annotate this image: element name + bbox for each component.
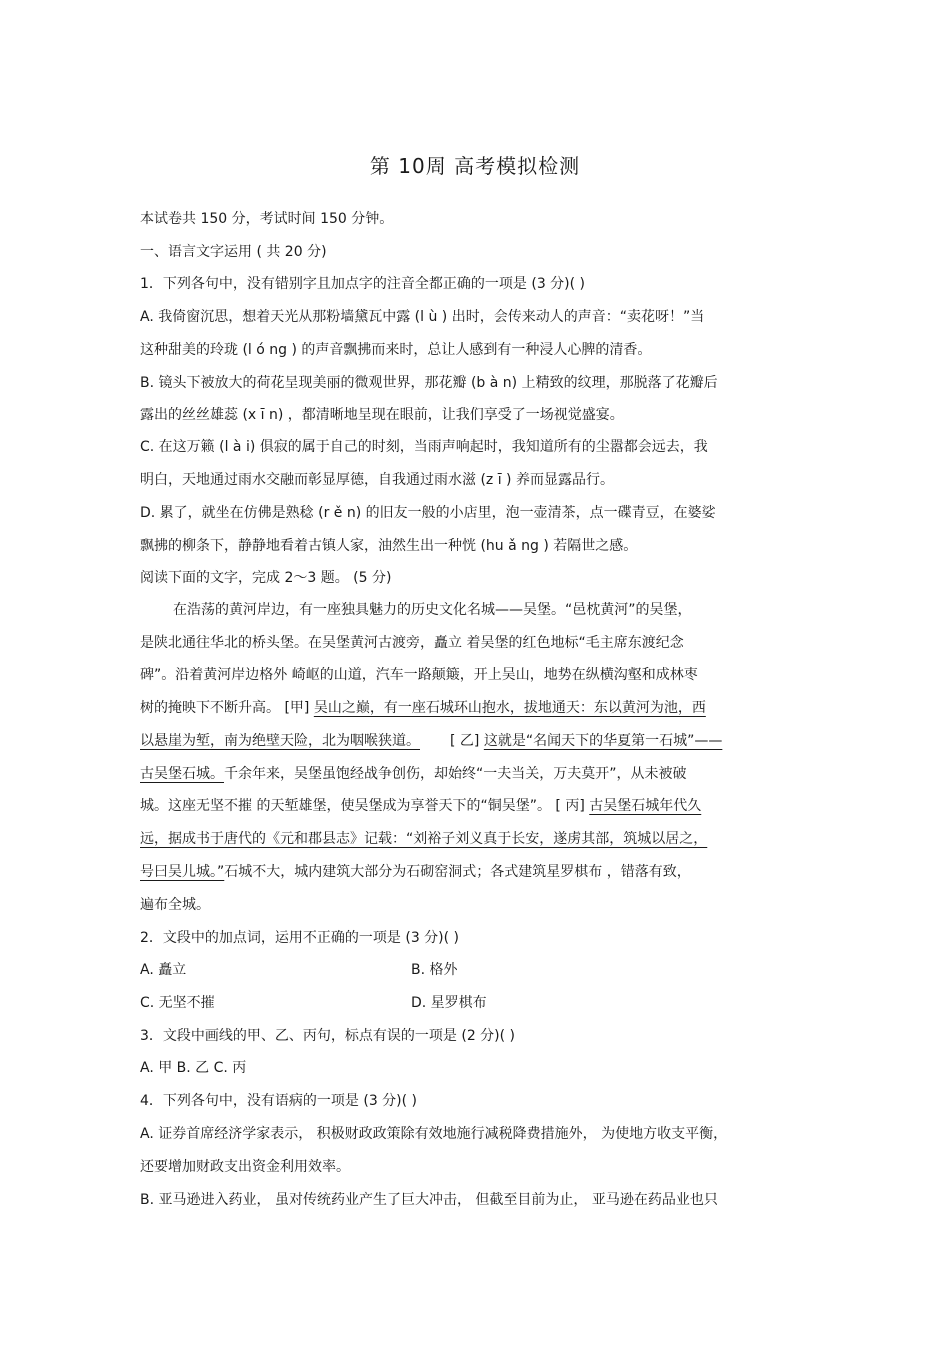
underlined-sentence-jia: 吴山之巅，有一座石城环山抱水，拔地通天：东以黄河为池，西 — [313, 700, 706, 716]
q1-option-a-line2: 这种甜美的玲珑 (l ó ng ) 的声音飘拂而来时，总让人感到有一种浸人心脾的清香。 — [140, 342, 652, 358]
q2-option-d: D. 星罗棋布 — [411, 995, 487, 1011]
q1-option-b-line2: 露出的丝丝雄蕊 (x ī n) ，都清晰地呈现在眼前，让我们享受了一场视觉盛宴。 — [140, 407, 624, 423]
passage-line: 遍布全城。 — [140, 897, 210, 913]
passage-line — [140, 796, 820, 816]
q2-options-row-2 — [140, 993, 820, 1013]
marker-yi: [ 乙] — [450, 733, 484, 749]
passage-line — [140, 862, 820, 882]
passage-line — [140, 731, 820, 751]
passage-line: 是陕北通往华北的桥头堡。在吴堡黄河古渡旁，矗立 着吴堡的红色地标“毛主席东渡纪念 — [140, 635, 684, 651]
passage-line — [140, 698, 820, 718]
question-3-stem: 3．文段中画线的甲、乙、丙句，标点有误的一项是 (2 分)( ) — [140, 1028, 516, 1044]
underlined-sentence-jia-end: 以悬崖为堑，南为绝壁天险，北为咽喉狭道。 — [140, 733, 420, 749]
question-2-stem: 2．文段中的加点词，运用不正确的一项是 (3 分)( ) — [140, 930, 460, 946]
q4-option-b-line1: B. 亚马逊进入药业， 虽对传统药业产生了巨大冲击， 但截至目前为止， 亚马逊在药品业也只 — [140, 1192, 718, 1208]
underlined-sentence-bing: 远，据成书于唐代的《元和郡县志》记载：“刘裕子刘义真于长安，遂虏其部，筑城以居之， — [140, 831, 708, 847]
q3-options: A. 甲 B. 乙 C. 丙 — [140, 1060, 247, 1076]
q4-option-a-line1: A. 证券首席经济学家表示， 积极财政政策除有效地施行减税降费措施外， 为使地方收支平衡， — [140, 1126, 728, 1142]
q2-option-c: C. 无坚不摧 — [140, 995, 215, 1011]
q1-option-d-line1: D. 累了，就坐在仿佛是熟稔 (r ě n) 的旧友一般的小店里，泡一壶清茶，点一碟青豆，在婆娑 — [140, 505, 716, 521]
q4-option-a-line2: 还要增加财政支出资金利用效率。 — [140, 1159, 350, 1175]
passage-line: 在浩荡的黄河岸边，有一座独具魅力的历史文化名城——吴堡。“邑枕黄河”的吴堡， — [173, 602, 692, 618]
passage-line: 碑”。沿着黄河岸边格外 崎岖的山道，汽车一路颠簸，开上吴山，地势在纵横沟壑和成林枣 — [140, 667, 698, 683]
section-heading: 一、语言文字运用 ( 共 20 分) — [140, 244, 327, 260]
question-4-stem: 4．下列各句中，没有语病的一项是 (3 分)( ) — [140, 1093, 418, 1109]
q1-option-b-line1: B. 镜头下被放大的荷花呈现美丽的微观世界，那花瓣 (b à n) 上精致的纹理，那脱落了花瓣后 — [140, 375, 718, 391]
q1-option-c-line1: C. 在这万籁 (l à i) 俱寂的属于自己的时刻，当雨声响起时，我知道所有的尘嚣都会远去，我 — [140, 439, 708, 455]
reading-instructions: 阅读下面的文字，完成 2～3 题。 (5 分) — [140, 570, 392, 586]
marker-jia: 树的掩映下不断升高。 [甲] — [140, 700, 314, 716]
underlined-sentence-yi-end: 古吴堡石城。 — [140, 766, 224, 782]
question-1-stem: 1．下列各句中，没有错别字且加点字的注音全都正确的一项是 (3 分)( ) — [140, 276, 586, 292]
underlined-sentence-bing-end: 号曰吴儿城。” — [140, 864, 225, 880]
exam-intro: 本试卷共 150 分，考试时间 150 分钟。 — [140, 211, 394, 227]
passage-text: 城。这座无坚不摧 的天堑雄堡，使吴堡成为享誉天下的“铜吴堡”。 — [140, 798, 556, 814]
page-title: 第 10周 高考模拟检测 — [369, 154, 581, 178]
passage-line — [140, 764, 820, 784]
marker-bing: [ 丙] — [555, 798, 590, 814]
q2-option-b: B. 格外 — [411, 962, 458, 978]
passage-text: 石城不大，城内建筑大部分为石砌窑洞式；各式建筑星罗棋布 ，错落有致， — [224, 864, 691, 880]
underlined-sentence-bing: 古吴堡石城年代久 — [589, 798, 702, 814]
q1-option-c-line2: 明白，天地通过雨水交融而彰显厚德，自我通过雨水滋 (z ī ) 养而显露品行。 — [140, 472, 614, 488]
q2-options-row-1 — [140, 960, 820, 980]
passage-text: 千余年来，吴堡虽饱经战争创伤，却始终“一夫当关，万夫莫开”，从未被破 — [224, 766, 687, 782]
q1-option-a-line1: A. 我倚窗沉思，想着天光从那粉墙黛瓦中露 (l ù ) 出时，会传来动人的声音：“卖花呀！”当 — [140, 309, 705, 325]
underlined-sentence-yi: 这就是“名闻天下的华夏第一石城”—— — [483, 733, 723, 749]
passage-line — [140, 829, 820, 849]
q2-option-a: A. 矗立 — [140, 962, 187, 978]
q1-option-d-line2: 飘拂的柳条下，静静地看着古镇人家，油然生出一种恍 (hu ǎ ng ) 若隔世之感。 — [140, 538, 638, 554]
